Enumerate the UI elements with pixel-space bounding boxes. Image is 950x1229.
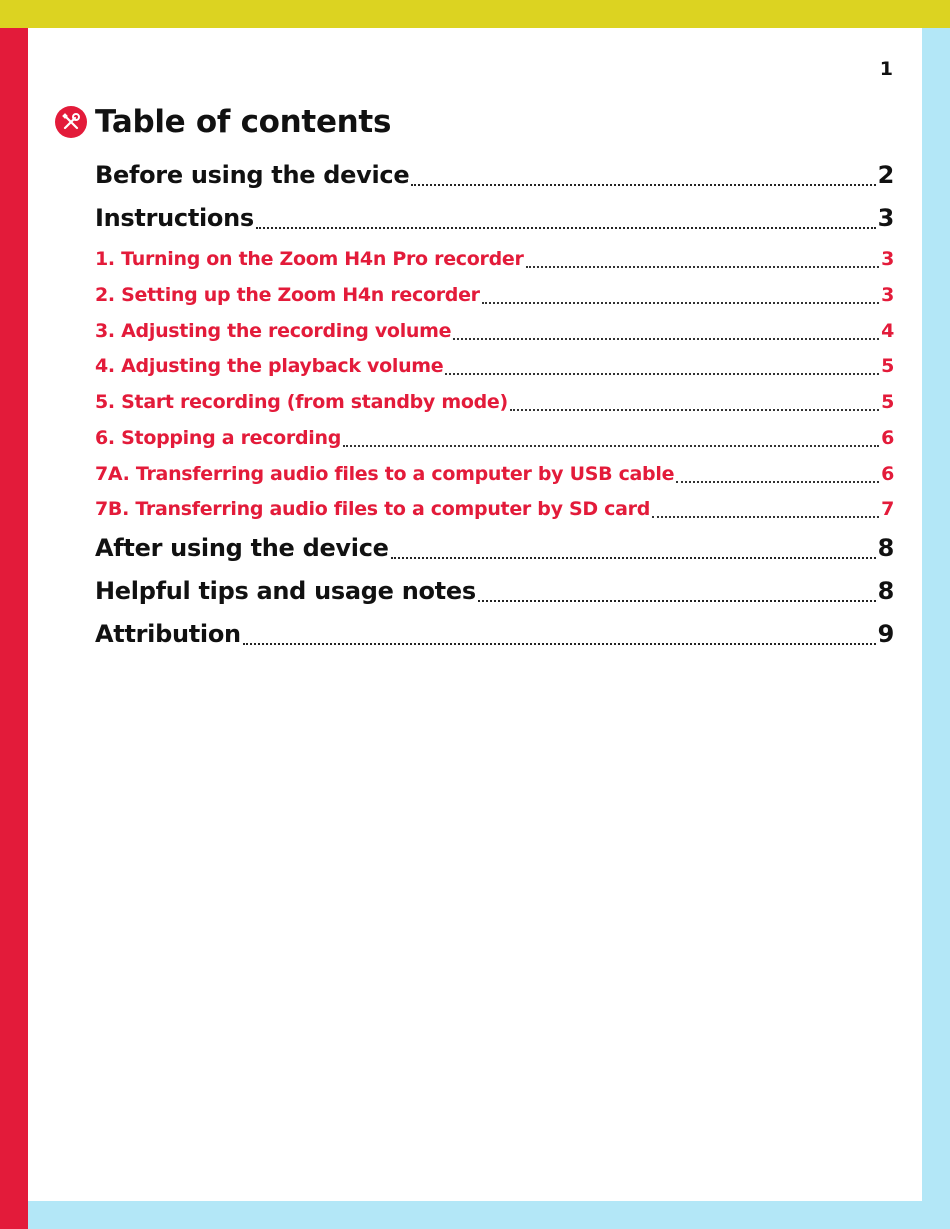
toc-entry-stopping-recording[interactable] (95, 427, 894, 449)
toc-entry-transfer-usb[interactable] (95, 463, 894, 485)
toc-entry-label: After using the device (95, 534, 389, 562)
toc-entry-playback-volume[interactable] (95, 355, 894, 377)
toc-entry-page: 9 (877, 620, 894, 648)
toc-entry-page: 4 (881, 320, 894, 342)
toc-entry-label: 4. Adjusting the playback volume (95, 355, 444, 377)
bottom-color-bar (28, 1201, 922, 1229)
toc-entry-label: 3. Adjusting the recording volume (95, 320, 452, 342)
toc-entry-page: 8 (877, 534, 894, 562)
page-number: 1 (879, 58, 893, 80)
toc-entry-page: 2 (877, 161, 894, 189)
toc-entry-label: 5. Start recording (from standby mode) (95, 391, 508, 413)
dot-leader (343, 445, 879, 447)
toc-entry-label: Helpful tips and usage notes (95, 577, 476, 605)
toc-entry-label: Before using the device (95, 161, 410, 189)
dot-leader (256, 227, 876, 229)
toc-entry-transfer-sd[interactable] (95, 498, 894, 520)
toc-entry-page: 8 (877, 577, 894, 605)
toc-entry-page: 6 (881, 427, 894, 449)
toc-entry-setting-up[interactable] (95, 284, 894, 306)
right-color-bar (922, 28, 950, 1229)
dot-leader (652, 516, 879, 518)
dot-leader (243, 643, 876, 645)
toc-entry-page: 3 (877, 204, 894, 232)
toc-entry-page: 3 (881, 248, 894, 270)
toc-entry-attribution[interactable] (95, 620, 894, 648)
left-color-bar (0, 28, 28, 1229)
toc-entry-start-recording[interactable] (95, 391, 894, 413)
toc-entry-label: 7A. Transferring audio files to a computer by USB cable (95, 463, 675, 485)
toc-entry-label: Attribution (95, 620, 241, 648)
toc-entry-instructions[interactable] (95, 204, 894, 232)
tools-icon (55, 106, 87, 138)
toc-entry-page: 5 (881, 355, 894, 377)
toc-entry-recording-volume[interactable] (95, 320, 894, 342)
toc-entry-helpful-tips[interactable] (95, 577, 894, 605)
dot-leader (510, 409, 879, 411)
toc-entry-label: Instructions (95, 204, 254, 232)
toc-entry-turning-on[interactable] (95, 248, 894, 270)
dot-leader (391, 557, 876, 559)
dot-leader (478, 600, 876, 602)
toc-entry-label: 6. Stopping a recording (95, 427, 342, 449)
page-title: Table of contents (95, 104, 392, 140)
toc-entry-before-using[interactable] (95, 161, 894, 189)
top-color-bar (0, 0, 950, 28)
toc-entry-label: 2. Setting up the Zoom H4n recorder (95, 284, 480, 306)
dot-leader (445, 373, 879, 375)
dot-leader (453, 338, 879, 340)
dot-leader (676, 481, 879, 483)
toc-entry-page: 3 (881, 284, 894, 306)
title-row (55, 104, 391, 140)
toc-entry-after-using[interactable] (95, 534, 894, 562)
toc-entry-page: 6 (881, 463, 894, 485)
toc-entry-page: 5 (881, 391, 894, 413)
toc-entry-label: 1. Turning on the Zoom H4n Pro recorder (95, 248, 524, 270)
toc-entry-page: 7 (881, 498, 894, 520)
dot-leader (482, 302, 879, 304)
toc-entry-label: 7B. Transferring audio files to a computer by SD card (95, 498, 651, 520)
dot-leader (526, 266, 880, 268)
dot-leader (411, 184, 875, 186)
